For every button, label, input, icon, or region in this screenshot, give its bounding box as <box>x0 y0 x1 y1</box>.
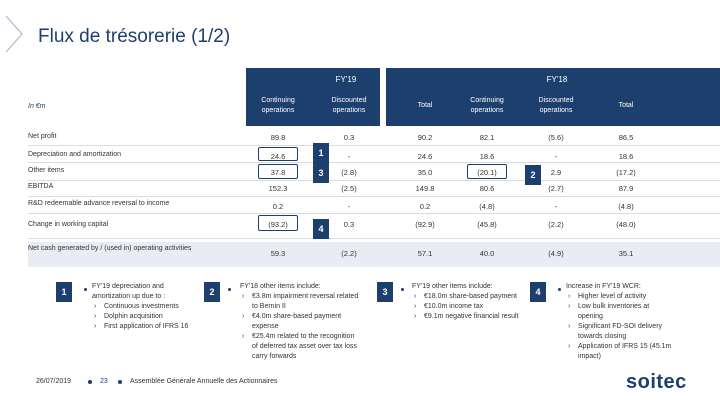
highlight-box-depreciation <box>258 147 298 161</box>
row-separator <box>28 213 720 214</box>
cell-other-items-fy19-disc: (2.8) <box>341 168 357 177</box>
note-1 <box>92 282 197 332</box>
col-head-fy19-continuing: Continuing operations <box>261 97 295 114</box>
cell-net-profit-fy18-total: 86.5 <box>618 133 634 142</box>
note-bullet <box>84 288 87 291</box>
cell-ebitda-fy18-total: 87.9 <box>618 184 634 193</box>
note-badge-4: 4 <box>530 282 546 302</box>
row-label-other-items: Other items <box>28 167 65 174</box>
fy18-header: FY'18 <box>546 75 568 84</box>
cell-ebitda-fy18-disc: (2.7) <box>548 184 564 193</box>
badge-4: 4 <box>313 219 329 239</box>
cell-other-items-fy19-total: 35.0 <box>417 168 433 177</box>
cell-net-profit-fy18-disc: (5.6) <box>548 133 564 142</box>
footer-page-number: 23 <box>100 378 108 385</box>
note-3-item: › €10.0m income tax <box>412 302 520 312</box>
page-title: Flux de trésorerie (1/2) <box>38 26 231 47</box>
note-badge-3: 3 <box>377 282 393 302</box>
cell-net-cash-fy18-cont: 40.0 <box>479 249 495 258</box>
cell-ebitda-fy19-cont: 152.3 <box>268 184 288 193</box>
note-bullet <box>558 288 561 291</box>
note-bullet <box>401 288 404 291</box>
note-2-head: FY'18 other items include: <box>240 283 321 290</box>
cell-other-items-fy18-total: (17.2) <box>616 168 636 177</box>
footer-dot <box>88 380 92 384</box>
cell-ebitda-fy18-cont: 80.6 <box>479 184 495 193</box>
cell-depreciation-fy18-disc: - <box>554 152 558 161</box>
note-3-head: FY'19 other items include: <box>412 283 493 290</box>
cell-ebitda-fy19-total: 149.8 <box>415 184 435 193</box>
note-4-head: Increase in FY'19 WCR: <box>566 283 641 290</box>
note-3 <box>412 282 520 322</box>
cell-depreciation-fy18-cont: 18.6 <box>479 152 495 161</box>
row-label-net-cash: Net cash generated by / (used in) operating activities <box>28 245 192 252</box>
row-separator <box>28 145 720 146</box>
cell-wc-fy18-cont: (45.8) <box>477 220 497 229</box>
cell-net-cash-fy19-total: 57.1 <box>417 249 433 258</box>
soitec-logo: soitec <box>626 371 687 393</box>
cell-net-profit-fy18-cont: 82.1 <box>479 133 495 142</box>
cell-other-items-fy19-cont: 37.8 <box>270 168 286 177</box>
note-2-item: › €25.4m related to the recognition of deferred tax asset over tax loss carry forwards <box>240 332 362 362</box>
note-4-item: › Significant FD-SOI delivery towards closing <box>566 322 676 342</box>
cell-other-items-fy18-cont: (20.1) <box>477 168 497 177</box>
note-2 <box>240 282 362 362</box>
note-3-item: › €18.0m share-based payment <box>412 292 520 302</box>
row-separator <box>28 180 720 181</box>
row-separator <box>28 238 720 239</box>
chevron-decoration-icon <box>0 14 26 54</box>
highlight-box-wc <box>258 215 298 231</box>
note-bullet <box>228 288 231 291</box>
cell-net-profit-fy19-total: 90.2 <box>417 133 433 142</box>
cell-net-profit-fy19-disc: 0.3 <box>343 133 355 142</box>
note-4 <box>566 282 676 362</box>
cell-depreciation-fy19-disc: - <box>347 152 351 161</box>
note-2-item: › €3.8m impairment reversal related to Bernin II <box>240 292 362 312</box>
note-1-item: › Dolphin acquisition <box>92 312 197 322</box>
col-head-fy19-total: Total <box>417 102 433 109</box>
row-separator <box>28 162 720 163</box>
col-head-fy19-discounted: Discounted operations <box>331 97 367 114</box>
badge-1: 1 <box>313 143 329 163</box>
note-1-item: › First application of IFRS 16 <box>92 322 197 332</box>
cell-ebitda-fy19-disc: (2.5) <box>341 184 357 193</box>
highlight-box-other-fy19 <box>258 164 298 179</box>
cell-net-cash-fy18-disc: (4.9) <box>548 249 564 258</box>
cell-wc-fy18-disc: (2.2) <box>548 220 564 229</box>
cell-wc-fy18-total: (48.0) <box>616 220 636 229</box>
cell-depreciation-fy19-cont: 24.6 <box>270 152 286 161</box>
note-3-item: › €9.1m negative financial result <box>412 312 520 322</box>
row-label-rd-advance: R&D redeemable advance reversal to income <box>28 200 170 207</box>
cell-rd-fy18-cont: (4.8) <box>479 202 495 211</box>
footer-event: Assemblée Générale Annuelle des Actionnaires <box>130 378 278 385</box>
cell-net-cash-fy18-total: 35.1 <box>618 249 634 258</box>
note-2-item: › €4.0m share-based payment expense <box>240 312 362 332</box>
badge-2: 2 <box>525 165 541 185</box>
row-label-ebitda: EBITDA <box>28 183 54 190</box>
col-head-fy18-total: Total <box>618 102 634 109</box>
note-4-item: › Application of IFRS 15 (45.1m impact) <box>566 342 676 362</box>
unit-label: In €m <box>28 103 46 110</box>
cell-depreciation-fy19-total: 24.6 <box>417 152 433 161</box>
cell-rd-fy19-total: 0.2 <box>419 202 431 211</box>
row-separator <box>28 196 720 197</box>
cell-wc-fy19-total: (92.9) <box>415 220 435 229</box>
col-head-fy18-discounted: Discounted operations <box>538 97 574 114</box>
note-4-item: › Low bulk inventories at opening <box>566 302 676 322</box>
cell-rd-fy18-total: (4.8) <box>618 202 634 211</box>
note-4-item: › Higher level of activity <box>566 292 676 302</box>
note-1-head: FY'19 depreciation and amortization up due to : <box>92 283 166 300</box>
cell-net-profit-fy19-cont: 89.8 <box>270 133 286 142</box>
footer-date: 26/07/2019 <box>36 378 72 385</box>
cell-net-cash-fy19-cont: 59.3 <box>270 249 286 258</box>
note-badge-1: 1 <box>56 282 72 302</box>
row-label-depreciation: Depreciation and amortization <box>28 151 121 158</box>
cell-other-items-fy18-disc: 2.9 <box>550 168 562 177</box>
note-badge-2: 2 <box>204 282 220 302</box>
footer-dot <box>118 380 122 384</box>
badge-3: 3 <box>313 163 329 183</box>
note-1-item: › Continuous investments <box>92 302 197 312</box>
cell-rd-fy19-cont: 0.2 <box>272 202 284 211</box>
cell-wc-fy19-cont: (93.2) <box>268 220 288 229</box>
fy19-header: FY'19 <box>335 75 357 84</box>
cell-rd-fy19-disc: - <box>347 202 351 211</box>
cell-wc-fy19-disc: 0.3 <box>343 220 355 229</box>
highlight-box-other-fy18 <box>467 164 507 179</box>
cell-rd-fy18-disc: - <box>554 202 558 211</box>
col-head-fy18-continuing: Continuing operations <box>470 97 504 114</box>
row-label-net-profit: Net profit <box>28 133 57 140</box>
cell-depreciation-fy18-total: 18.6 <box>618 152 634 161</box>
row-label-working-capital: Change in working capital <box>28 221 109 228</box>
cell-net-cash-fy19-disc: (2.2) <box>341 249 357 258</box>
